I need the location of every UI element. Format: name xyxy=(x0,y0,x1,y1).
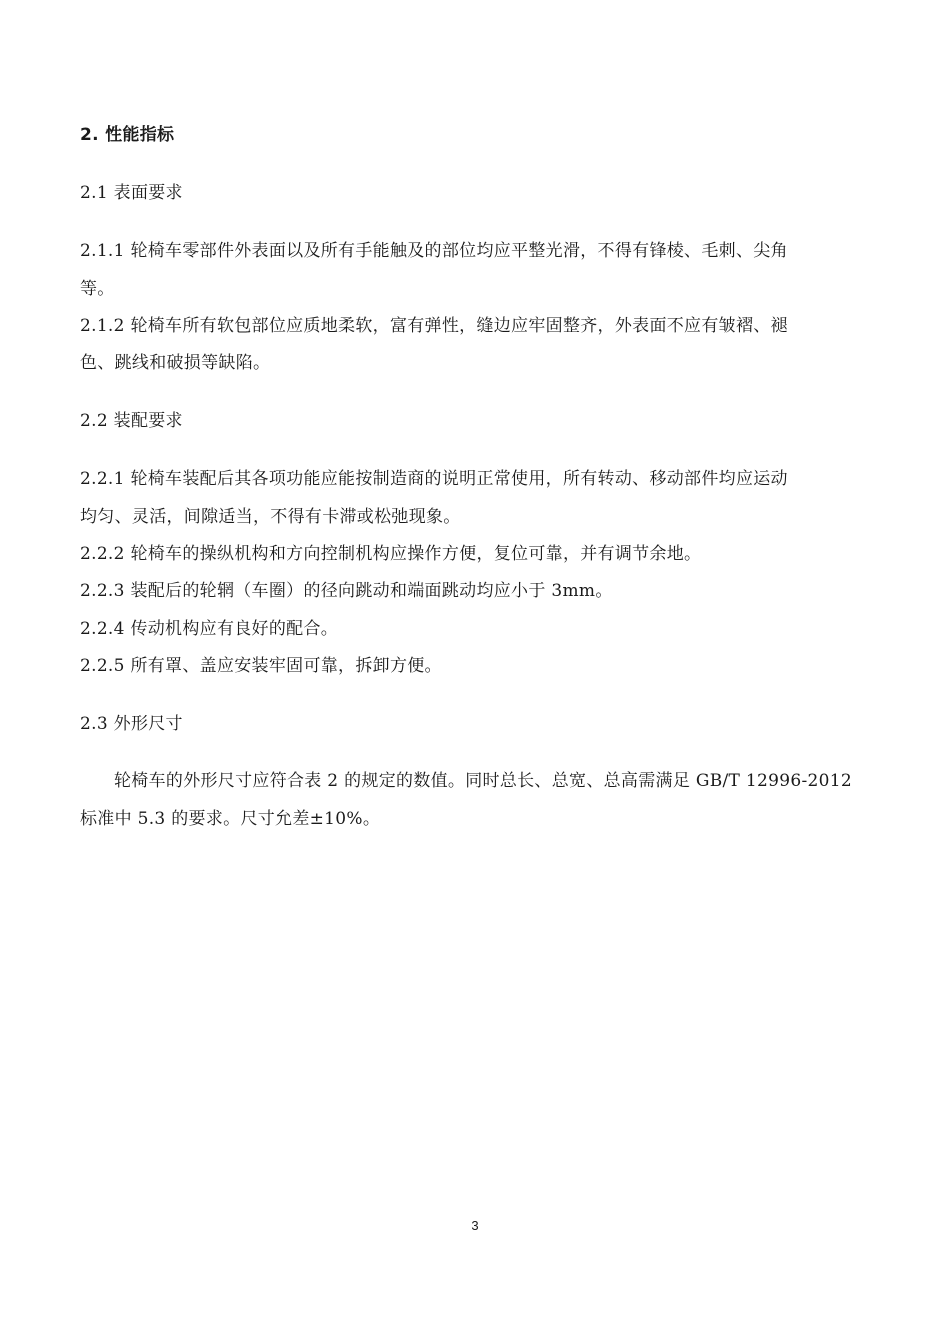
paragraph-2-2-4: 2.2.4 传动机构应有良好的配合。 xyxy=(80,619,339,639)
subsection-title-2-3: 2.3 外形尺寸 xyxy=(80,714,183,734)
section-heading: 2. 性能指标 xyxy=(80,125,175,145)
paragraph-2-2-5: 2.2.5 所有罩、盖应安装牢固可靠，拆卸方便。 xyxy=(80,656,442,676)
paragraph-2-1-2-line-1: 2.1.2 轮椅车所有软包部位应质地柔软，富有弹性，缝边应牢固整齐，外表面不应有皱褶、褪 xyxy=(80,316,788,336)
subsection-title-2-2: 2.2 装配要求 xyxy=(80,411,183,431)
paragraph-2-2-1-line-2: 均匀、灵活，间隙适当，不得有卡滞或松弛现象。 xyxy=(80,507,461,527)
paragraph-2-1-2-line-2: 色、跳线和破损等缺陷。 xyxy=(80,353,271,373)
paragraph-2-2-1-line-1: 2.2.1 轮椅车装配后其各项功能应能按制造商的说明正常使用，所有转动、移动部件均应运动 xyxy=(80,469,788,489)
paragraph-2-2-3: 2.2.3 装配后的轮辋（车圈）的径向跳动和端面跳动均应小于 3mm。 xyxy=(80,581,613,601)
subsection-title-2-1: 2.1 表面要求 xyxy=(80,183,183,203)
paragraph-2-3-line-1: 轮椅车的外形尺寸应符合表 2 的规定的数值。同时总长、总宽、总高需满足 GB/T 12996-2012 xyxy=(114,771,852,791)
paragraph-2-1-1-line-2: 等。 xyxy=(80,279,115,299)
paragraph-2-1-1-line-1: 2.1.1 轮椅车零部件外表面以及所有手能触及的部位均应平整光滑，不得有锋棱、毛刺、尖角 xyxy=(80,241,788,261)
page-number: 3 xyxy=(471,1218,479,1233)
paragraph-2-2-2: 2.2.2 轮椅车的操纵机构和方向控制机构应操作方便，复位可靠，并有调节余地。 xyxy=(80,544,702,564)
paragraph-2-3-line-2: 标准中 5.3 的要求。尺寸允差±10%。 xyxy=(80,809,381,829)
